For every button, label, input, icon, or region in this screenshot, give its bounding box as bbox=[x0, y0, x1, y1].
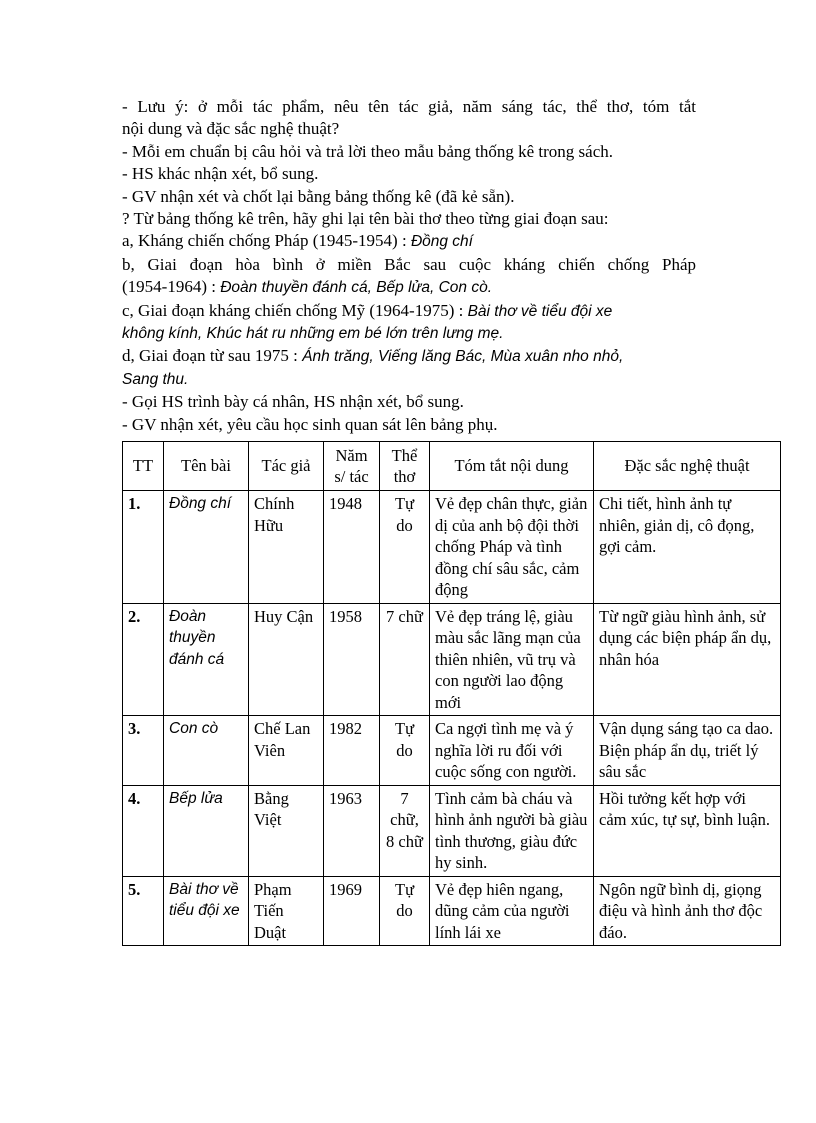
period-a-label: a, Kháng chiến chống Pháp (1945-1954) : bbox=[122, 231, 411, 251]
cell-tac-gia: Phạm Tiến Duật bbox=[249, 876, 324, 946]
cell-the-tho: Tự do bbox=[380, 491, 430, 604]
note-line: - Lưu ý: ở mỗi tác phẩm, nêu tên tác giả, năm sáng tác, thể thơ, tóm tắt bbox=[122, 97, 696, 116]
header-tt: TT bbox=[123, 442, 164, 491]
note-line: - GV nhận xét, yêu cầu học sinh quan sát lên bảng phụ. bbox=[122, 414, 498, 434]
table-row bbox=[123, 603, 781, 716]
table-header-row bbox=[123, 442, 781, 491]
notes-block bbox=[122, 96, 696, 436]
cell-tac-gia: Chính Hữu bbox=[249, 491, 324, 604]
header-nghe-thuat: Đặc sắc nghệ thuật bbox=[594, 442, 781, 491]
note-line: nội dung và đặc sắc nghệ thuật? bbox=[122, 119, 340, 139]
cell-nam: 1958 bbox=[324, 603, 380, 716]
period-a bbox=[122, 230, 696, 253]
cell-tom-tat: Vẻ đẹp chân thực, giản dị của anh bộ đội thời chống Pháp và tình đồng chí sâu sắc, cảm động bbox=[430, 491, 594, 604]
cell-nam: 1948 bbox=[324, 491, 380, 604]
period-d bbox=[122, 345, 696, 368]
header-nam: Năm s/ tác bbox=[324, 442, 380, 491]
table-row bbox=[123, 785, 781, 876]
header-tom-tat: Tóm tắt nội dung bbox=[430, 442, 594, 491]
cell-ten-bai: Đoàn thuyền đánh cá bbox=[164, 603, 249, 716]
header-the-tho: Thể thơ bbox=[380, 442, 430, 491]
cell-tom-tat: Vẻ đẹp hiên ngang, dũng cảm của người lính lái xe bbox=[430, 876, 594, 946]
period-d-poems-cont: Sang thu. bbox=[122, 370, 189, 388]
period-c-poems-cont: không kính, Khúc hát ru những em bé lớn trên lưng mẹ. bbox=[122, 325, 504, 343]
table-row bbox=[123, 876, 781, 946]
table-row bbox=[123, 491, 781, 604]
period-d-label: d, Giai đoạn từ sau 1975 : bbox=[122, 346, 303, 366]
cell-nam: 1982 bbox=[324, 716, 380, 786]
cell-tom-tat: Ca ngợi tình mẹ và ý nghĩa lời ru đối với cuộc sống con người. bbox=[430, 716, 594, 786]
note-line: - Mỗi em chuẩn bị câu hỏi và trả lời theo mẫu bảng thống kê trong sách. bbox=[122, 141, 613, 161]
period-b bbox=[122, 276, 696, 299]
header-ten-bai: Tên bài bbox=[164, 442, 249, 491]
note-line: - Gọi HS trình bày cá nhân, HS nhận xét, bổ sung. bbox=[122, 392, 464, 412]
cell-tt: 1. bbox=[123, 491, 164, 604]
cell-tac-gia: Chế Lan Viên bbox=[249, 716, 324, 786]
header-tac-gia: Tác giả bbox=[249, 442, 324, 491]
cell-nghe-thuat: Ngôn ngữ bình dị, giọng điệu và hình ảnh thơ độc đáo. bbox=[594, 876, 781, 946]
table-row bbox=[123, 716, 781, 786]
period-c bbox=[122, 300, 696, 323]
cell-nghe-thuat: Chi tiết, hình ảnh tự nhiên, giản dị, cô đọng, gợi cảm. bbox=[594, 491, 781, 604]
note-line: - HS khác nhận xét, bổ sung. bbox=[122, 164, 319, 184]
cell-ten-bai: Con cò bbox=[164, 716, 249, 786]
cell-tt: 2. bbox=[123, 603, 164, 716]
period-b-label-cont: (1954-1964) : bbox=[122, 277, 221, 297]
cell-tac-gia: Bằng Việt bbox=[249, 785, 324, 876]
cell-tt: 4. bbox=[123, 785, 164, 876]
cell-tom-tat: Tình cảm bà cháu và hình ảnh người bà giàu tình thương, giàu đức hy sinh. bbox=[430, 785, 594, 876]
note-line: - GV nhận xét và chốt lại bằng bảng thống kê (đã kẻ sẵn). bbox=[122, 186, 515, 206]
period-d-poems: Ánh trăng, Viếng lăng Bác, Mùa xuân nho nhỏ, bbox=[302, 348, 624, 366]
period-a-poems: Đồng chí bbox=[410, 233, 473, 251]
cell-the-tho: 7 chữ bbox=[380, 603, 430, 716]
period-c-label: c, Giai đoạn kháng chiến chống Mỹ (1964-1975) : bbox=[122, 300, 468, 320]
period-b-poems: Đoàn thuyền đánh cá, Bếp lửa, Con cò. bbox=[220, 279, 492, 297]
cell-the-tho: Tự do bbox=[380, 716, 430, 786]
cell-nghe-thuat: Từ ngữ giàu hình ảnh, sử dụng các biện pháp ẩn dụ, nhân hóa bbox=[594, 603, 781, 716]
cell-ten-bai: Đồng chí bbox=[164, 491, 249, 604]
cell-tt: 3. bbox=[123, 716, 164, 786]
cell-ten-bai: Bếp lửa bbox=[164, 785, 249, 876]
period-c-poems: Bài thơ về tiểu đội xe bbox=[467, 302, 613, 320]
cell-ten-bai: Bài thơ về tiểu đội xe bbox=[164, 876, 249, 946]
cell-the-tho: Tự do bbox=[380, 876, 430, 946]
cell-tt: 5. bbox=[123, 876, 164, 946]
cell-nghe-thuat: Vận dụng sáng tạo ca dao. Biện pháp ẩn dụ, triết lý sâu sắc bbox=[594, 716, 781, 786]
cell-tac-gia: Huy Cận bbox=[249, 603, 324, 716]
cell-tom-tat: Vẻ đẹp tráng lệ, giàu màu sắc lãng mạn của thiên nhiên, vũ trụ và con người lao động mới bbox=[430, 603, 594, 716]
cell-nam: 1963 bbox=[324, 785, 380, 876]
question-line: ? Từ bảng thống kê trên, hãy ghi lại tên bài thơ theo từng giai đoạn sau: bbox=[122, 209, 609, 229]
poems-table bbox=[122, 441, 781, 946]
period-b-label: b, Giai đoạn hòa bình ở miền Bắc sau cuộc kháng chiến chống Pháp bbox=[122, 254, 696, 274]
cell-nghe-thuat: Hồi tưởng kết hợp với cảm xúc, tự sự, bình luận. bbox=[594, 785, 781, 876]
cell-nam: 1969 bbox=[324, 876, 380, 946]
cell-the-tho: 7 chữ, 8 chữ bbox=[380, 785, 430, 876]
